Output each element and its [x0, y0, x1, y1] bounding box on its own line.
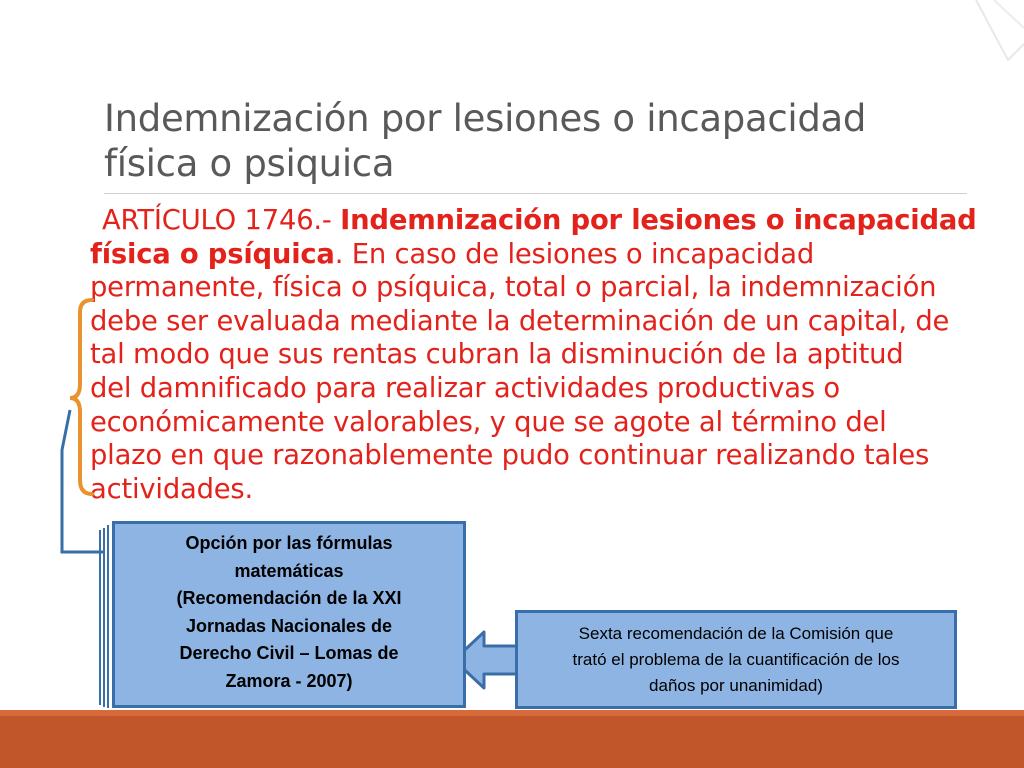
article-heading-part2: física o psíquica: [90, 238, 335, 270]
footer-accent-strip: [0, 710, 1024, 716]
box-right-line-2: trató el problema de la cuantificación de los: [572, 650, 900, 669]
box-left-line-6: Zamora - 2007): [225, 670, 353, 691]
box-right-line-3: daños por unanimidad): [649, 676, 823, 695]
article-line-2-rest: . En caso de lesiones o incapacidad: [334, 238, 815, 270]
article-heading-part1: Indemnización por lesiones o incapacidad: [340, 205, 977, 236]
article-prefix: ARTÍCULO 1746.-: [102, 205, 341, 236]
formula-recommendation-box: [112, 521, 466, 708]
article-line-6: del damnificado para realizar actividades productivas o: [90, 372, 840, 404]
title-line-1: Indemnización por lesiones o incapacidad: [104, 97, 867, 140]
article-line-3: permanente, física o psíquica, total o parcial, la indemnización: [90, 272, 937, 304]
article-line-7: económicamente valorables, y que se agote al término del: [90, 406, 887, 438]
orange-bracket-icon: [70, 300, 92, 494]
box-right-line-1: Sexta recomendación de la Comisión que: [578, 624, 894, 643]
article-line-4: debe ser evaluada mediante la determinación de un capital, de: [90, 305, 950, 337]
box-left-line-1: Opción por las fórmulas: [185, 533, 393, 553]
box-left-line-2: matemáticas: [234, 560, 344, 581]
title-line-2: física o psiquica: [104, 142, 395, 185]
article-line-9: actividades.: [90, 473, 254, 505]
commission-recommendation-box: [515, 610, 957, 709]
box-left-line-5: Derecho Civil – Lomas de: [179, 643, 399, 663]
article-line-8: plazo en que razonablemente pudo continuar realizando tales: [90, 440, 930, 472]
footer-band: [0, 710, 1024, 768]
blue-bracket-icon: [62, 410, 105, 552]
article-line-5: tal modo que sus rentas cubran la disminución de la aptitud: [90, 339, 904, 371]
box-left-line-3: (Recomendación de la XXI: [176, 588, 402, 608]
box-left-line-4: Jornadas Nacionales de: [185, 615, 393, 636]
